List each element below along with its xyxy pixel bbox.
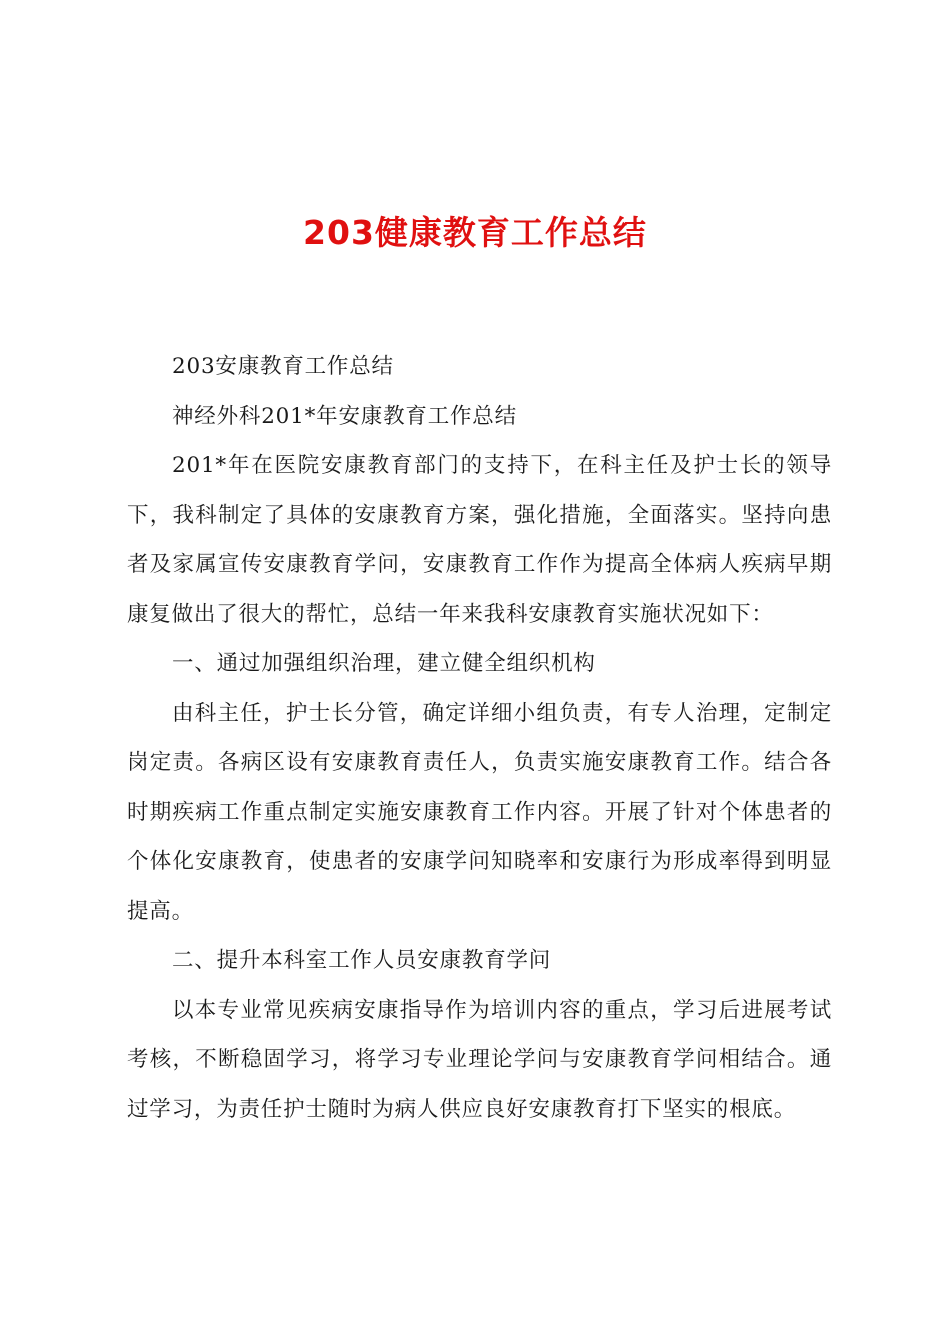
section-heading-1: 一、通过加强组织治理，建立健全组织机构 <box>172 651 596 676</box>
section-paragraph-2: 以本专业常见疾病安康指导作为培训内容的重点，学习后进展考试考核，不断稳固学习，将学习专业理论学问与安康教育学问相结合。通过学习，为责任护士随时为病人供应良好安康教育打下坚实的根底。 <box>127 997 832 1122</box>
section-paragraph-1: 由科主任，护士长分管，确定详细小组负责，有专人治理，定制定岗定责。各病区设有安康教育责任人，负责实施安康教育工作。结合各时期疾病工作重点制定实施安康教育工作内容。开展了针对个体患者的个体化安康教育，使患者的安康学问知晓率和安康行为形成率得到明显提高。 <box>127 700 832 924</box>
document-body <box>127 342 832 1134</box>
section-heading-2: 二、提升本科室工作人员安康教育学问 <box>172 948 552 973</box>
intro-paragraph: 201*年在医院安康教育部门的支持下，在科主任及护士长的领导下，我科制定了具体的安康教育方案，强化措施，全面落实。坚持向患者及家属宣传安康教育学问，安康教育工作作为提高全体病人疾病早期康复做出了很大的帮忙，总结一年来我科安康教育实施状况如下： <box>127 453 832 627</box>
document-title: 203健康教育工作总结 <box>303 213 647 252</box>
subtitle-line: 203安康教育工作总结 <box>172 354 394 379</box>
department-heading: 神经外科201*年安康教育工作总结 <box>172 403 517 429</box>
